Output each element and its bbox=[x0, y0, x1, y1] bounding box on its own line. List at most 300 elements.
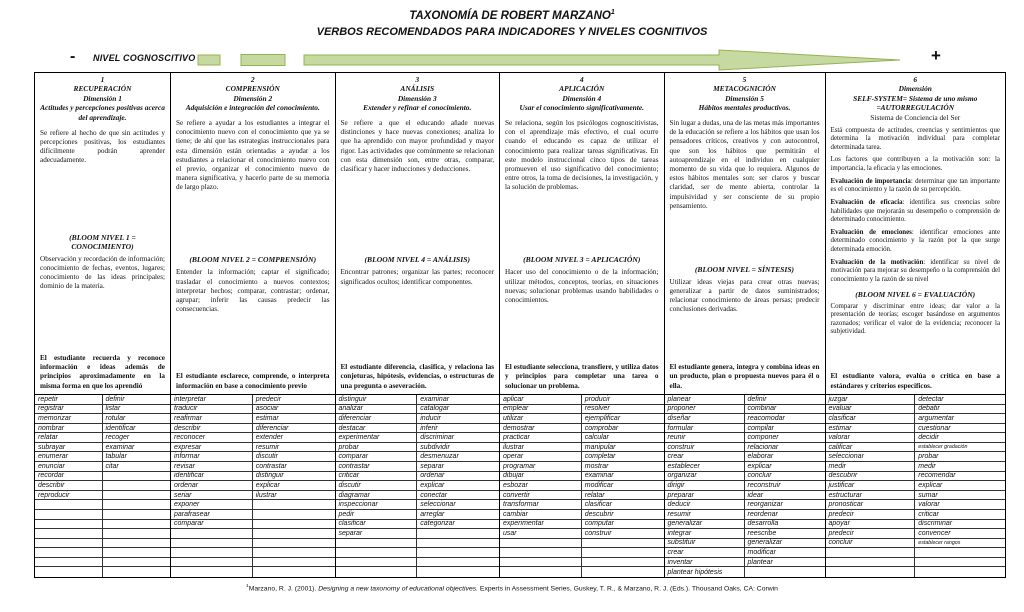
column-header-line: Sistema de Conciencia del Ser bbox=[870, 112, 961, 122]
verb-cell-empty bbox=[915, 567, 1005, 577]
verb-cell: explicar bbox=[253, 481, 335, 491]
verb-cell-empty bbox=[171, 529, 253, 539]
title-text: TAXONOMÍA DE ROBERT MARZANO bbox=[409, 9, 611, 22]
verb-cell: explicar bbox=[745, 462, 825, 472]
verb-cell-empty bbox=[103, 500, 171, 510]
verb-cell: identificar bbox=[103, 424, 171, 434]
bloom-description: Comparar y discriminar entre ideas; dar valor a la presentación de teorías; escoger basándose en argumentos razonados; verificar el valor de la evidencia; reconocer la subjetividad. bbox=[830, 302, 1000, 336]
verb-cell: resumir bbox=[665, 510, 745, 520]
verb-cell: experimentar bbox=[500, 520, 582, 530]
verb-cell-empty bbox=[103, 558, 171, 568]
verb-cell: producir bbox=[582, 395, 664, 405]
dimension-number: 6 bbox=[913, 75, 918, 84]
verb-cell: criticar bbox=[336, 472, 418, 482]
verb-cell-empty bbox=[500, 558, 582, 568]
verb-cell: planear bbox=[665, 395, 745, 405]
dimension-column-1 bbox=[35, 73, 171, 577]
column-header-line: METACOGNICIÓN bbox=[713, 84, 776, 93]
verb-cell-empty bbox=[417, 558, 499, 568]
verb-cell: ilustrar bbox=[253, 491, 335, 501]
verb-cell-empty bbox=[417, 529, 499, 539]
verb-cell: explicar bbox=[915, 481, 1005, 491]
bloom-level-label: (BLOOM NIVEL 4 = ANÁLISIS) bbox=[364, 255, 470, 265]
verb-cell: utilizar bbox=[500, 414, 582, 424]
verb-cell: interpretar bbox=[171, 395, 253, 405]
verb-cell: reescribe bbox=[745, 529, 825, 539]
verb-cell: recoger bbox=[103, 433, 171, 443]
verb-cell-empty bbox=[171, 567, 253, 577]
verb-cell: distinguir bbox=[253, 472, 335, 482]
verb-cell: dibujar bbox=[500, 472, 582, 482]
verb-cell-empty bbox=[582, 548, 664, 558]
spacer bbox=[176, 193, 330, 251]
verb-cell: ejemplificar bbox=[582, 414, 664, 424]
verb-cell: concluir bbox=[826, 539, 916, 549]
verb-cell: resumir bbox=[253, 443, 335, 453]
bloom-description: Encontrar patrones; organizar las partes; reconocer significados ocultos; identificar componentes. bbox=[340, 268, 494, 286]
verb-cell: destacar bbox=[336, 424, 418, 434]
verb-cell-empty bbox=[35, 567, 103, 577]
verb-cell: cambiar bbox=[500, 510, 582, 520]
column-description: Se refiere al hecho de que sin actitudes y percepciones positivas, los estudiantes difícilmente podrán aprender adecuadamente. bbox=[40, 128, 165, 165]
column-top-section bbox=[826, 73, 1006, 394]
verb-cell: arreglar bbox=[417, 510, 499, 520]
student-summary: El estudiante valora, evalúa o critica en base a estándares y criterios específicos. bbox=[830, 372, 1000, 390]
verb-cell: ordenar bbox=[417, 472, 499, 482]
dimension-number: 4 bbox=[579, 75, 584, 84]
verb-cell: describir bbox=[35, 481, 103, 491]
spacer bbox=[505, 305, 659, 363]
minus-sign: - bbox=[70, 48, 76, 65]
verb-cell: generalizar bbox=[745, 539, 825, 549]
spacer bbox=[505, 193, 659, 251]
column-header-line: APLICACIÓN bbox=[559, 84, 605, 93]
verb-cell: relatar bbox=[582, 491, 664, 501]
verb-grid bbox=[35, 394, 170, 577]
verb-cell: detectar bbox=[915, 395, 1005, 405]
verb-cell-empty bbox=[915, 558, 1005, 568]
verb-cell: apoyar bbox=[826, 520, 916, 530]
column-header-line: COMPRENSIÓN bbox=[225, 84, 280, 93]
plus-sign: + bbox=[931, 46, 941, 65]
verb-cell: relatar bbox=[35, 433, 103, 443]
student-summary: El estudiante diferencia, clasifica, y relaciona las conjeturas, hipótesis, evidencias, o estructuras de una pregunta o aseveración. bbox=[340, 362, 494, 390]
verb-cell: separar bbox=[417, 462, 499, 472]
column-header-line: Hábitos mentales productivos. bbox=[698, 103, 791, 113]
spacer bbox=[40, 291, 165, 353]
verb-cell: emplear bbox=[500, 405, 582, 415]
verb-cell: discriminar bbox=[915, 520, 1005, 530]
verb-cell: reunir bbox=[665, 433, 745, 443]
verb-cell: generalizar bbox=[665, 520, 745, 530]
verb-cell-empty bbox=[35, 548, 103, 558]
verb-cell: convencer bbox=[915, 529, 1005, 539]
column-top-section bbox=[336, 73, 500, 394]
bloom-level-label: (BLOOM NIVEL 1 = CONOCIMIENTO) bbox=[69, 232, 136, 251]
verb-cell: expresar bbox=[171, 443, 253, 453]
verb-cell: seleccionar bbox=[417, 500, 499, 510]
verb-cell: modificar bbox=[745, 548, 825, 558]
verb-cell-empty bbox=[745, 567, 825, 577]
verb-cell-empty bbox=[336, 558, 418, 568]
verb-cell: inferir bbox=[417, 424, 499, 434]
student-summary: El estudiante selecciona, transfiere, y utiliza datos y principios para completar una tarea o solucionar un problema. bbox=[505, 362, 659, 390]
increasing-level-arrow-icon bbox=[193, 46, 905, 74]
verb-cell: traducir bbox=[171, 405, 253, 415]
title-footnote-marker: 1 bbox=[610, 9, 615, 16]
taxonomy-table bbox=[34, 72, 1006, 578]
verb-cell: concluir bbox=[745, 472, 825, 482]
verb-cell-empty bbox=[500, 548, 582, 558]
verb-cell: reconstruir bbox=[745, 481, 825, 491]
verb-cell: operar bbox=[500, 452, 582, 462]
verb-cell: relacionar bbox=[745, 443, 825, 453]
verb-cell: reconocer bbox=[171, 433, 253, 443]
column-description: Se refiere a que el educando añade nuevas distinciones y hace nuevas conexiones; analiza lo que ha aprendido con mayor profundidad y mayor rigor. Las actividades que comúnmente se relacionan con esta dimensión son, entre otras, comparar, clasificar y hacer inducciones y deducciones. bbox=[340, 118, 494, 173]
verb-cell: clasificar bbox=[582, 500, 664, 510]
footnote bbox=[0, 584, 1024, 592]
verb-cell: ilustrar bbox=[500, 443, 582, 453]
verb-cell-empty bbox=[103, 491, 171, 501]
verb-grid bbox=[336, 394, 500, 577]
verb-cell: parafrasear bbox=[171, 510, 253, 520]
column-header-line: Dimensión 3 bbox=[397, 93, 437, 103]
verb-cell: analizar bbox=[336, 405, 418, 415]
verb-cell: explicar bbox=[417, 481, 499, 491]
verb-cell-empty bbox=[826, 548, 916, 558]
verb-cell: describir bbox=[171, 424, 253, 434]
verb-cell: predecir bbox=[826, 529, 916, 539]
verb-cell: sumar bbox=[915, 491, 1005, 501]
verb-cell: combinar bbox=[745, 405, 825, 415]
spacer bbox=[176, 315, 330, 373]
verb-cell: comparar bbox=[171, 520, 253, 530]
column-description: Evaluación de eficacia: identifica sus creencias sobre habilidades que mejorarán su desempeño o comprensión de determinado conocimiento. bbox=[830, 198, 1000, 224]
verb-cell: reproducir bbox=[35, 491, 103, 501]
verb-cell: inducir bbox=[417, 414, 499, 424]
verb-cell: crear bbox=[665, 548, 745, 558]
cognitive-level-scale bbox=[0, 46, 1024, 74]
bloom-description: Utilizar ideas viejas para crear otras nuevas; generalizar a partir de datos suministrados; relacionar conocimiento de áreas persas; predecir conclusiones derivadas. bbox=[669, 277, 820, 314]
column-header-line: Dimensión 2 bbox=[233, 93, 273, 103]
verb-cell: inspeccionar bbox=[336, 500, 418, 510]
verb-cell: computar bbox=[582, 520, 664, 530]
verb-cell: desarrolla bbox=[745, 520, 825, 530]
verb-cell: establecer gradación bbox=[915, 443, 1005, 453]
verb-cell: estimar bbox=[826, 424, 916, 434]
verb-cell: juzgar bbox=[826, 395, 916, 405]
verb-cell-empty bbox=[253, 529, 335, 539]
verb-cell: establecer bbox=[665, 462, 745, 472]
verb-cell: diferenciar bbox=[336, 414, 418, 424]
column-description: Evaluación de emociones: identificar emociones ante determinado conocimiento y la razón por la que surge determinada emoción. bbox=[830, 228, 1001, 253]
column-header-line: Dimensión bbox=[898, 84, 932, 93]
dimension-column-4 bbox=[500, 73, 665, 577]
spacer bbox=[670, 211, 820, 260]
bloom-level-label: (BLOOM NIVEL 6 = EVALUACIÓN) bbox=[855, 289, 976, 299]
verb-cell: predecir bbox=[826, 510, 916, 520]
verb-cell: proponer bbox=[665, 405, 745, 415]
dimension-column-3 bbox=[336, 73, 501, 577]
description-lead-in: Evaluación de la motivación bbox=[830, 258, 924, 266]
dimension-column-5 bbox=[665, 73, 826, 577]
verb-cell: dirigir bbox=[665, 481, 745, 491]
column-description: Sin lugar a dudas, una de las metas más importantes de la educación se refiere a los hábitos que usan los pensadores críticos, creativos y con autocontrol, que son los hábitos que permitirán el autoaprendizaje en el individuo en cualquier momento de su vida que lo requiera. Algunos de estos hábitos mentales son: ser claros y buscar claridad, ser de mente abierta, controlar la impulsividad y ser consciente de su propio pensamiento. bbox=[669, 118, 820, 210]
column-description: Evaluación de la motivación: identificar su nivel de motivación para mejorar su desempeño o la comprensión del conocimiento y la razón de su nivel bbox=[830, 258, 1000, 283]
verb-cell-empty bbox=[35, 539, 103, 549]
verb-cell-empty bbox=[253, 567, 335, 577]
verb-cell: examinar bbox=[103, 443, 171, 453]
verb-cell: reafirmar bbox=[171, 414, 253, 424]
verb-cell: practicar bbox=[500, 433, 582, 443]
verb-cell: recordar bbox=[35, 472, 103, 482]
column-header-line: ANÁLISIS bbox=[400, 84, 435, 93]
verb-cell: calificar bbox=[826, 443, 916, 453]
verb-cell-empty bbox=[417, 548, 499, 558]
verb-cell: medir bbox=[826, 462, 916, 472]
verb-cell: decidir bbox=[915, 433, 1005, 443]
bloom-level-label: (BLOOM NIVEL 3 = APLICACIÓN) bbox=[523, 255, 641, 265]
verb-cell: construir bbox=[665, 443, 745, 453]
verb-cell: distinguir bbox=[336, 395, 418, 405]
verb-cell-empty bbox=[103, 520, 171, 530]
verb-cell: definir bbox=[745, 395, 825, 405]
verb-cell: descubrir bbox=[582, 510, 664, 520]
verb-cell: reordenar bbox=[745, 510, 825, 520]
verb-cell-empty bbox=[35, 558, 103, 568]
verb-cell: registrar bbox=[35, 405, 103, 415]
verb-cell: integrar bbox=[665, 529, 745, 539]
verb-cell: argumentar bbox=[915, 414, 1005, 424]
verb-cell: nombrar bbox=[35, 424, 103, 434]
verb-cell: ordenar bbox=[171, 481, 253, 491]
verb-cell-empty bbox=[500, 539, 582, 549]
verb-cell: modificar bbox=[582, 481, 664, 491]
description-lead-in: Evaluación de emociones bbox=[830, 228, 912, 236]
verb-cell: memorizar bbox=[35, 414, 103, 424]
verb-cell: aplicar bbox=[500, 395, 582, 405]
verb-cell: formular bbox=[665, 424, 745, 434]
bloom-description: Entender la información; captar el significado; trasladar el conocimiento a nuevos contextos; interpretar hechos; comparar, contrastar; ordenar, agrupar; inferir las causas predecir las consecuencias. bbox=[176, 268, 330, 314]
bloom-description: Hacer uso del conocimiento o de la información; utilizar métodos, conceptos, teorías, en situaciones nuevas; solucionar problemas usando habilidades o conocimientos. bbox=[505, 268, 659, 304]
verb-cell: establecer rangos bbox=[915, 539, 1005, 549]
verb-cell-empty bbox=[417, 539, 499, 549]
verb-cell: probar bbox=[336, 443, 418, 453]
verb-cell: desmenuzar bbox=[417, 452, 499, 462]
column-header-line: Actitudes y percepciones positivas acerca del aprendizaje. bbox=[40, 103, 165, 122]
column-header-line: Usar el conocimiento significativamente. bbox=[519, 103, 644, 113]
verb-cell: criticar bbox=[915, 510, 1005, 520]
verb-cell-empty bbox=[500, 567, 582, 577]
verb-cell: exponer bbox=[171, 500, 253, 510]
verb-cell: contrastar bbox=[336, 462, 418, 472]
verb-cell: manipular bbox=[582, 443, 664, 453]
footnote-suffix: Experts in Assessment Series, Guskey, T. R., & Marzano, R. J. (Eds.). Thousand Oaks, CA: Corwin bbox=[478, 585, 778, 593]
verb-cell: definir bbox=[103, 395, 171, 405]
verb-cell: demostrar bbox=[500, 424, 582, 434]
title-line-2: VERBOS RECOMENDADOS PARA INDICADORES Y NIVELES COGNITIVOS bbox=[316, 25, 708, 38]
column-description: Evaluación de importancia: determinar que tan importante es el conocimiento y la razón de su percepción. bbox=[830, 177, 1000, 194]
verb-cell: enumerar bbox=[35, 452, 103, 462]
footnote-book-title: Designing a new taxonomy of educational objectives. bbox=[318, 585, 479, 593]
verb-cell: examinar bbox=[582, 472, 664, 482]
verb-cell-empty bbox=[103, 510, 171, 520]
verb-cell: probar bbox=[915, 452, 1005, 462]
column-header-line: Dimensión 1 bbox=[83, 93, 122, 103]
verb-cell: resolver bbox=[582, 405, 664, 415]
dimension-column-2 bbox=[171, 73, 336, 577]
verb-cell: extender bbox=[253, 433, 335, 443]
verb-cell: contrastar bbox=[253, 462, 335, 472]
column-description: Está compuesta de actitudes, creencias y sentimientos que determina la motivación individual para completar determinada tarea. bbox=[830, 126, 1000, 151]
column-description: Los factores que contribuyen a la motivación son: la importancia, la eficacia y las emociones. bbox=[830, 156, 1000, 172]
footnote-marker: 1 bbox=[246, 584, 249, 589]
verb-cell: seleccionar bbox=[826, 452, 916, 462]
verb-cell: plantear hipótesis bbox=[665, 567, 745, 577]
verb-cell-empty bbox=[171, 548, 253, 558]
verb-cell: rotular bbox=[103, 414, 171, 424]
verb-cell: medir bbox=[915, 462, 1005, 472]
verb-cell: comprobar bbox=[582, 424, 664, 434]
verb-cell: discutir bbox=[336, 481, 418, 491]
verb-cell: citar bbox=[103, 462, 171, 472]
verb-cell: tabular bbox=[103, 452, 171, 462]
verb-cell-empty bbox=[915, 548, 1005, 558]
spacer bbox=[40, 165, 165, 227]
bloom-level-label: (BLOOM NIVEL 2 = COMPRENSIÓN) bbox=[189, 255, 317, 265]
verb-cell: comparar bbox=[336, 452, 418, 462]
verb-cell: conectar bbox=[417, 491, 499, 501]
verb-cell-empty bbox=[103, 472, 171, 482]
verb-cell-empty bbox=[253, 510, 335, 520]
verb-cell: recomendar bbox=[915, 472, 1005, 482]
verb-cell: clasificar bbox=[826, 414, 916, 424]
verb-cell-empty bbox=[35, 520, 103, 530]
verb-cell: programar bbox=[500, 462, 582, 472]
dimension-number: 5 bbox=[742, 75, 747, 84]
verb-cell: estructurar bbox=[826, 491, 916, 501]
verb-cell: subdividir bbox=[417, 443, 499, 453]
verb-cell: organizar bbox=[665, 472, 745, 482]
verb-cell-empty bbox=[35, 529, 103, 539]
verb-cell: estimar bbox=[253, 414, 335, 424]
dimension-number: 3 bbox=[415, 75, 420, 84]
student-summary: El estudiante esclarece, comprende, o interpreta información en base a conocimiento previo bbox=[176, 372, 330, 390]
verb-cell: subrayar bbox=[35, 443, 103, 453]
verb-grid bbox=[665, 394, 825, 577]
description-lead-in: Evaluación de importancia bbox=[830, 177, 911, 185]
student-summary: El estudiante recuerda y reconoce información e ideas además de principios aproximadamente en la misma forma en que los aprendió bbox=[40, 353, 165, 390]
column-description: Se refiere a ayudar a los estudiantes a integrar el conocimiento nuevo con el conocimiento que ya se tiene; de ahí que las estrategias instruccionales para esta dimensión están orientadas a ayudar a los estudiantes a relacionar el conocimiento nuevo con el previo, organizar el conocimiento nuevo de manera significativa, y hacerlo parte de su memoria de largo plazo. bbox=[176, 118, 330, 192]
verb-cell: asociar bbox=[253, 405, 335, 415]
verb-cell-empty bbox=[336, 548, 418, 558]
spacer bbox=[670, 314, 820, 363]
verb-cell: seriar bbox=[171, 491, 253, 501]
verb-cell: calcular bbox=[582, 433, 664, 443]
verb-cell: plantear bbox=[745, 558, 825, 568]
verb-cell: experimentar bbox=[336, 433, 418, 443]
verb-cell: identificar bbox=[171, 472, 253, 482]
column-header-line: Extender y refinar el conocimiento. bbox=[363, 103, 472, 113]
verb-cell: componer bbox=[745, 433, 825, 443]
verb-cell: clasificar bbox=[336, 520, 418, 530]
scale-label: NIVEL COGNOSCITIVO bbox=[93, 53, 196, 63]
footnote-prefix: Marzano, R. J. (2001). bbox=[248, 585, 319, 593]
verb-cell: idear bbox=[745, 491, 825, 501]
verb-cell: valorar bbox=[826, 433, 916, 443]
verb-cell-empty bbox=[103, 529, 171, 539]
verb-cell: transformar bbox=[500, 500, 582, 510]
verb-cell: repetir bbox=[35, 395, 103, 405]
verb-cell-empty bbox=[35, 500, 103, 510]
verb-cell: compilar bbox=[745, 424, 825, 434]
verb-cell: crear bbox=[665, 452, 745, 462]
column-description: Se relaciona, según los psicólogos cognoscitivistas, con el aprendizaje más efectivo, el cual ocurre cuando el educando es capaz de utilizar el conocimiento para realizar tareas significativas. En este modelo instruccional cinco tipos de tareas promueven el uso significativo del conocimiento; entre otros, la toma de decisiones, la investigación, y la solución de problemas. bbox=[505, 118, 659, 192]
verb-cell-empty bbox=[103, 548, 171, 558]
verb-cell: revisar bbox=[171, 462, 253, 472]
verb-cell: separar bbox=[336, 529, 418, 539]
verb-cell: listar bbox=[103, 405, 171, 415]
verb-cell: diseñar bbox=[665, 414, 745, 424]
verb-cell-empty bbox=[103, 567, 171, 577]
verb-cell: convertir bbox=[500, 491, 582, 501]
spacer bbox=[341, 287, 495, 363]
verb-cell-empty bbox=[582, 558, 664, 568]
verb-cell: pronosticar bbox=[826, 500, 916, 510]
column-top-section bbox=[500, 73, 664, 394]
verb-cell-empty bbox=[253, 520, 335, 530]
verb-grid bbox=[171, 394, 335, 577]
verb-cell-empty bbox=[253, 539, 335, 549]
verb-cell: preparar bbox=[665, 491, 745, 501]
verb-grid bbox=[500, 394, 664, 577]
column-header-line: RECUPERACIÓN bbox=[73, 84, 132, 93]
verb-cell-empty bbox=[171, 558, 253, 568]
dimension-number: 1 bbox=[100, 75, 105, 84]
verb-cell: mostrar bbox=[582, 462, 664, 472]
dimension-number: 2 bbox=[250, 75, 255, 84]
verb-cell-empty bbox=[826, 567, 916, 577]
verb-cell: diagramar bbox=[336, 491, 418, 501]
verb-cell: deducir bbox=[665, 500, 745, 510]
verb-cell-empty bbox=[253, 558, 335, 568]
title-line-1 bbox=[0, 9, 1024, 22]
verb-cell-empty bbox=[336, 567, 418, 577]
verb-cell: cuestionar bbox=[915, 424, 1005, 434]
verb-cell: examinar bbox=[417, 395, 499, 405]
student-summary: El estudiante genera, integra y combina ideas en un producto, plan o propuesta nuevos para él o ella. bbox=[669, 362, 820, 390]
bloom-description: Observación y recordación de información; conocimiento de fechas, eventos, lugares; conocimiento de las ideas principales; dominio de la materia. bbox=[40, 254, 165, 291]
verb-cell: discutir bbox=[253, 452, 335, 462]
column-top-section bbox=[35, 73, 170, 394]
verb-grid bbox=[826, 394, 1006, 577]
verb-cell-empty bbox=[103, 481, 171, 491]
verb-cell: informar bbox=[171, 452, 253, 462]
verb-cell-empty bbox=[103, 539, 171, 549]
verb-cell-empty bbox=[171, 539, 253, 549]
description-lead-in: Evaluación de eficacia bbox=[830, 198, 903, 206]
verb-cell: reacomodar bbox=[745, 414, 825, 424]
column-header-line: Dimensión 5 bbox=[725, 93, 764, 103]
verb-cell-empty bbox=[336, 539, 418, 549]
verb-cell: diferenciar bbox=[253, 424, 335, 434]
verb-cell: esbozar bbox=[500, 481, 582, 491]
spacer bbox=[341, 174, 495, 250]
verb-cell: pedir bbox=[336, 510, 418, 520]
verb-cell: evaluar bbox=[826, 405, 916, 415]
column-top-section bbox=[171, 73, 335, 394]
verb-cell-empty bbox=[826, 558, 916, 568]
